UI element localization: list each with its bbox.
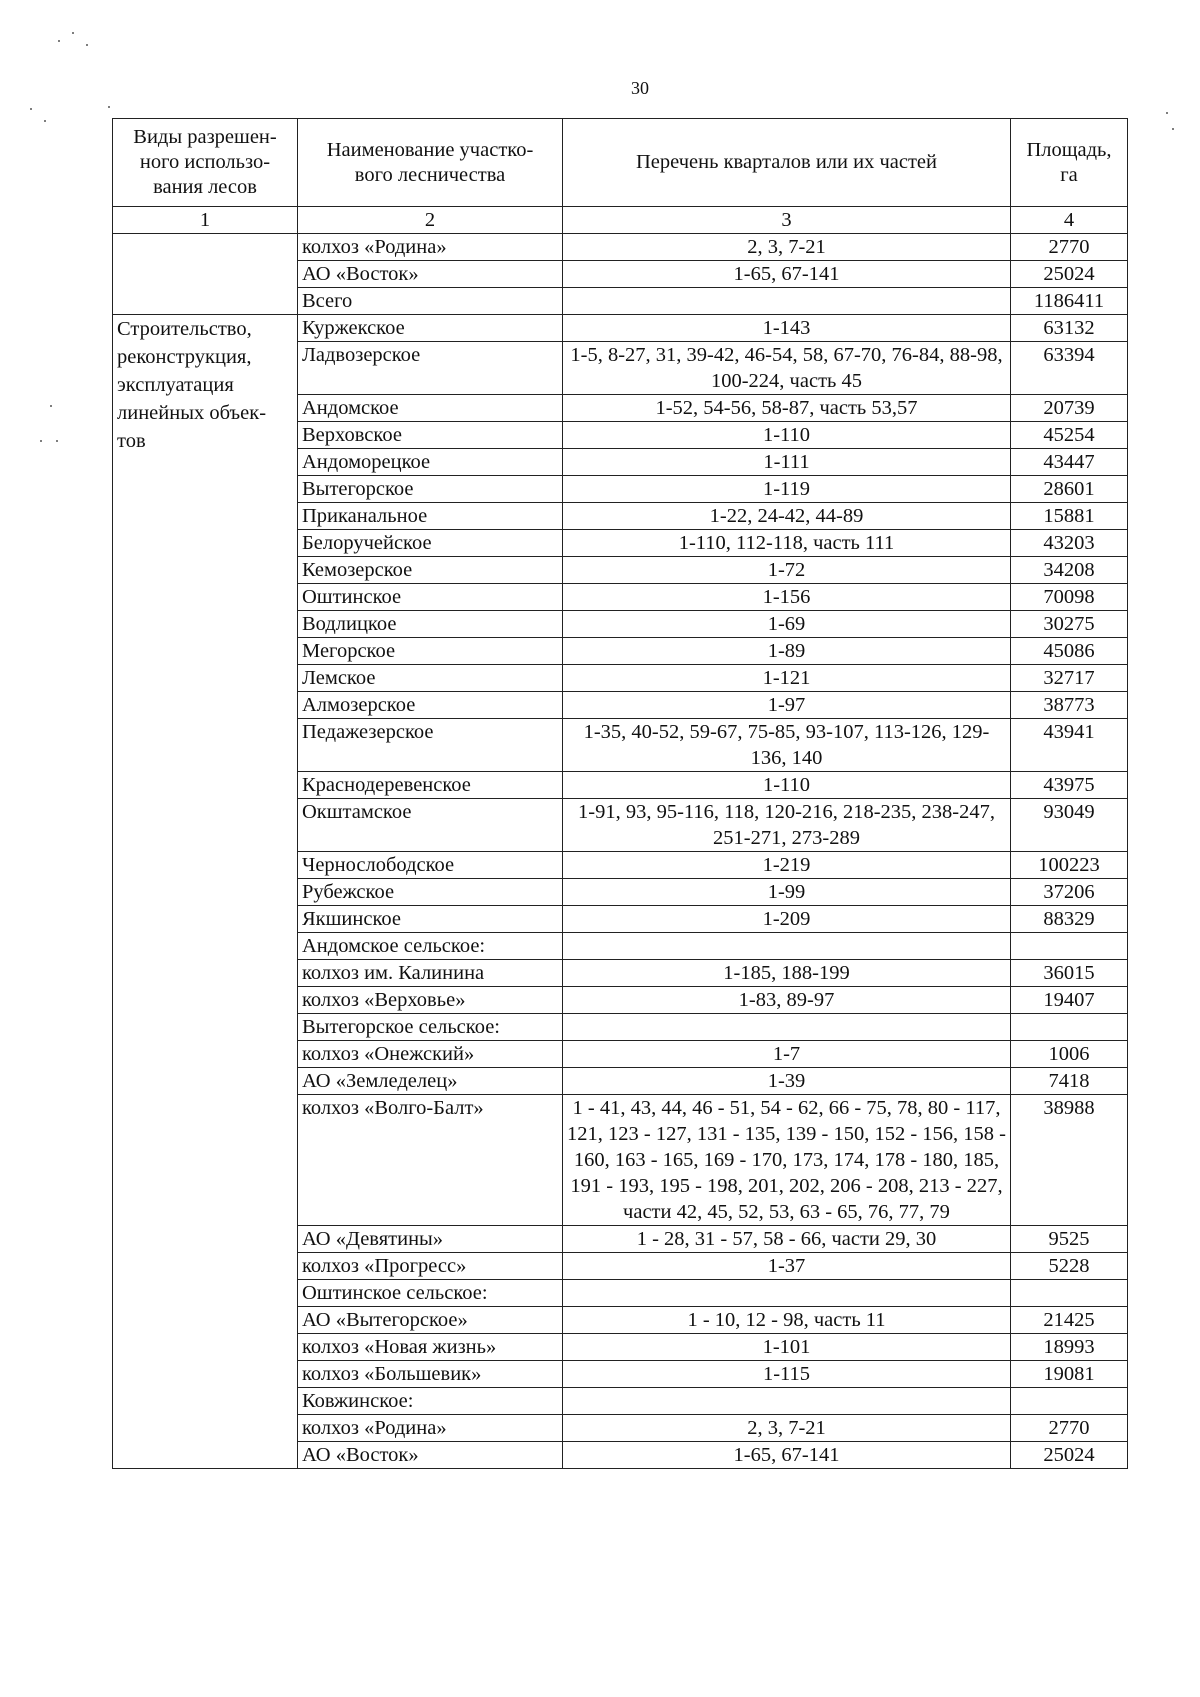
area: 30275: [1011, 611, 1128, 638]
quarters: 1-65, 67-141: [563, 261, 1011, 288]
header-forestry-name: Наименование участко- вого лесничества: [298, 119, 563, 207]
area: 43447: [1011, 449, 1128, 476]
forestry-name: колхоз «Волго-Балт»: [298, 1095, 563, 1226]
forestry-name: Алмозерское: [298, 692, 563, 719]
forestry-name: Чернослободское: [298, 852, 563, 879]
header-area: Площадь, га: [1011, 119, 1128, 207]
area: 25024: [1011, 1442, 1128, 1469]
quarters: 1 - 41, 43, 44, 46 - 51, 54 - 62, 66 - 75, 78, 80 - 117, 121, 123 - 127, 131 - 135, 139 - 150, 152 - 156, 158 - 160, 163 - 165, 169 - 170, 173, 174, 178 - 180, 185, 191 - 193, 195 - 198, 201, 202, 206 - 208, 213 - 227, части 42, 45, 52, 53, 63 - 65, 76, 77, 79: [563, 1095, 1011, 1226]
forestry-name: Андоморецкое: [298, 449, 563, 476]
quarters: 1-89: [563, 638, 1011, 665]
column-number: 2: [298, 207, 563, 234]
forestry-name: Оштинское сельское:: [298, 1280, 563, 1307]
forestry-name: АО «Вытегорское»: [298, 1307, 563, 1334]
forestry-name: Якшинское: [298, 906, 563, 933]
forestry-name: Оштинское: [298, 584, 563, 611]
area: 88329: [1011, 906, 1128, 933]
scan-speck: [56, 440, 58, 442]
quarters: 1-99: [563, 879, 1011, 906]
header-quarters-list: Перечень кварталов или их частей: [563, 119, 1011, 207]
area: 1186411: [1011, 288, 1128, 315]
quarters: 1-156: [563, 584, 1011, 611]
area: 5228: [1011, 1253, 1128, 1280]
forestry-name: Верховское: [298, 422, 563, 449]
area: 38773: [1011, 692, 1128, 719]
area: 7418: [1011, 1068, 1128, 1095]
area: 28601: [1011, 476, 1128, 503]
forestry-name: колхоз «Большевик»: [298, 1361, 563, 1388]
forestry-name: Рубежское: [298, 879, 563, 906]
forestry-name: Окштамское: [298, 799, 563, 852]
forestry-name: Ладвозерское: [298, 342, 563, 395]
quarters: 1-143: [563, 315, 1011, 342]
forestry-name: Вытегорское сельское:: [298, 1014, 563, 1041]
column-number-row: [113, 207, 1128, 234]
area: 93049: [1011, 799, 1128, 852]
quarters: 2, 3, 7-21: [563, 1415, 1011, 1442]
area: 21425: [1011, 1307, 1128, 1334]
scan-speck: [86, 44, 88, 46]
area: 63132: [1011, 315, 1128, 342]
forestry-name: Всего: [298, 288, 563, 315]
quarters: 1-39: [563, 1068, 1011, 1095]
area: 2770: [1011, 234, 1128, 261]
area: [1011, 933, 1128, 960]
quarters: [563, 1388, 1011, 1415]
quarters: 1-22, 24-42, 44-89: [563, 503, 1011, 530]
quarters: 1-110: [563, 422, 1011, 449]
quarters: 1-52, 54-56, 58-87, часть 53,57: [563, 395, 1011, 422]
quarters: 1-35, 40-52, 59-67, 75-85, 93-107, 113-126, 129-136, 140: [563, 719, 1011, 772]
scan-speck: [40, 440, 42, 442]
forestry-name: Приканальное: [298, 503, 563, 530]
table-row: [113, 234, 1128, 261]
quarters: 1-121: [563, 665, 1011, 692]
quarters: 1 - 28, 31 - 57, 58 - 66, части 29, 30: [563, 1226, 1011, 1253]
forest-quarters-table: [112, 118, 1128, 1469]
area: [1011, 1388, 1128, 1415]
forestry-name: колхоз «Онежский»: [298, 1041, 563, 1068]
area: 45086: [1011, 638, 1128, 665]
area: 15881: [1011, 503, 1128, 530]
forestry-name: Кемозерское: [298, 557, 563, 584]
forestry-name: Водлицкое: [298, 611, 563, 638]
quarters: 1-69: [563, 611, 1011, 638]
forestry-name: колхоз «Новая жизнь»: [298, 1334, 563, 1361]
area: 1006: [1011, 1041, 1128, 1068]
forestry-name: Андомское: [298, 395, 563, 422]
forestry-name: колхоз «Родина»: [298, 1415, 563, 1442]
forestry-name: Ковжинское:: [298, 1388, 563, 1415]
area: 43941: [1011, 719, 1128, 772]
quarters: 1 - 10, 12 - 98, часть 11: [563, 1307, 1011, 1334]
quarters: 2, 3, 7-21: [563, 234, 1011, 261]
area: 34208: [1011, 557, 1128, 584]
quarters: [563, 1280, 1011, 1307]
usage-type-cell-empty: [113, 234, 298, 315]
quarters: 1-110: [563, 772, 1011, 799]
forestry-name: Белоручейское: [298, 530, 563, 557]
area: 63394: [1011, 342, 1128, 395]
area: 43203: [1011, 530, 1128, 557]
area: 70098: [1011, 584, 1128, 611]
quarters: 1-111: [563, 449, 1011, 476]
forestry-name: АО «Девятины»: [298, 1226, 563, 1253]
scan-speck: [58, 40, 60, 42]
column-number: 3: [563, 207, 1011, 234]
area: 100223: [1011, 852, 1128, 879]
forestry-name: АО «Земледелец»: [298, 1068, 563, 1095]
header-usage-type: Виды разрешен- ного использо- вания лесов: [113, 119, 298, 207]
scan-speck: [1172, 128, 1174, 130]
quarters: 1-185, 188-199: [563, 960, 1011, 987]
forestry-name: колхоз им. Калинина: [298, 960, 563, 987]
quarters: 1-97: [563, 692, 1011, 719]
forestry-name: колхоз «Прогресс»: [298, 1253, 563, 1280]
area: 43975: [1011, 772, 1128, 799]
quarters: 1-72: [563, 557, 1011, 584]
forestry-name: АО «Восток»: [298, 261, 563, 288]
quarters: 1-115: [563, 1361, 1011, 1388]
area: 18993: [1011, 1334, 1128, 1361]
forestry-name: Краснодеревенское: [298, 772, 563, 799]
quarters: 1-110, 112-118, часть 111: [563, 530, 1011, 557]
usage-type: Строительство, реконструкция, эксплуатация линейных объек-тов: [113, 315, 298, 1469]
forestry-name: Андомское сельское:: [298, 933, 563, 960]
quarters: [563, 1014, 1011, 1041]
scan-speck: [72, 32, 74, 34]
forestry-name: Куржекское: [298, 315, 563, 342]
quarters: 1-91, 93, 95-116, 118, 120-216, 218-235, 238-247, 251-271, 273-289: [563, 799, 1011, 852]
quarters: 1-119: [563, 476, 1011, 503]
area: [1011, 1014, 1128, 1041]
scan-speck: [108, 106, 110, 108]
quarters: 1-209: [563, 906, 1011, 933]
area: 32717: [1011, 665, 1128, 692]
area: 20739: [1011, 395, 1128, 422]
main-section: [113, 315, 1128, 1469]
scan-speck: [30, 108, 32, 110]
header-row: [113, 119, 1128, 207]
area: 38988: [1011, 1095, 1128, 1226]
quarters: 1-83, 89-97: [563, 987, 1011, 1014]
column-number: 1: [113, 207, 298, 234]
table-row: [113, 315, 1128, 342]
forestry-name: колхоз «Верховье»: [298, 987, 563, 1014]
quarters: 1-219: [563, 852, 1011, 879]
forestry-name: Вытегорское: [298, 476, 563, 503]
quarters: 1-37: [563, 1253, 1011, 1280]
area: 19081: [1011, 1361, 1128, 1388]
quarters: 1-5, 8-27, 31, 39-42, 46-54, 58, 67-70, 76-84, 88-98, 100-224, часть 45: [563, 342, 1011, 395]
quarters: 1-101: [563, 1334, 1011, 1361]
area: 9525: [1011, 1226, 1128, 1253]
forestry-name: Лемское: [298, 665, 563, 692]
forestry-name: колхоз «Родина»: [298, 234, 563, 261]
area: 25024: [1011, 261, 1128, 288]
quarters: 1-65, 67-141: [563, 1442, 1011, 1469]
quarters: [563, 288, 1011, 315]
area: 37206: [1011, 879, 1128, 906]
forestry-name: АО «Восток»: [298, 1442, 563, 1469]
quarters: 1-7: [563, 1041, 1011, 1068]
area: [1011, 1280, 1128, 1307]
scan-speck: [1166, 112, 1168, 114]
forestry-name: Педажезерское: [298, 719, 563, 772]
area: 36015: [1011, 960, 1128, 987]
scan-speck: [50, 405, 52, 407]
area: 45254: [1011, 422, 1128, 449]
area: 19407: [1011, 987, 1128, 1014]
quarters: [563, 933, 1011, 960]
scan-speck: [44, 120, 46, 122]
area: 2770: [1011, 1415, 1128, 1442]
forestry-name: Мегорское: [298, 638, 563, 665]
page-number: 30: [631, 78, 649, 98]
column-number: 4: [1011, 207, 1128, 234]
